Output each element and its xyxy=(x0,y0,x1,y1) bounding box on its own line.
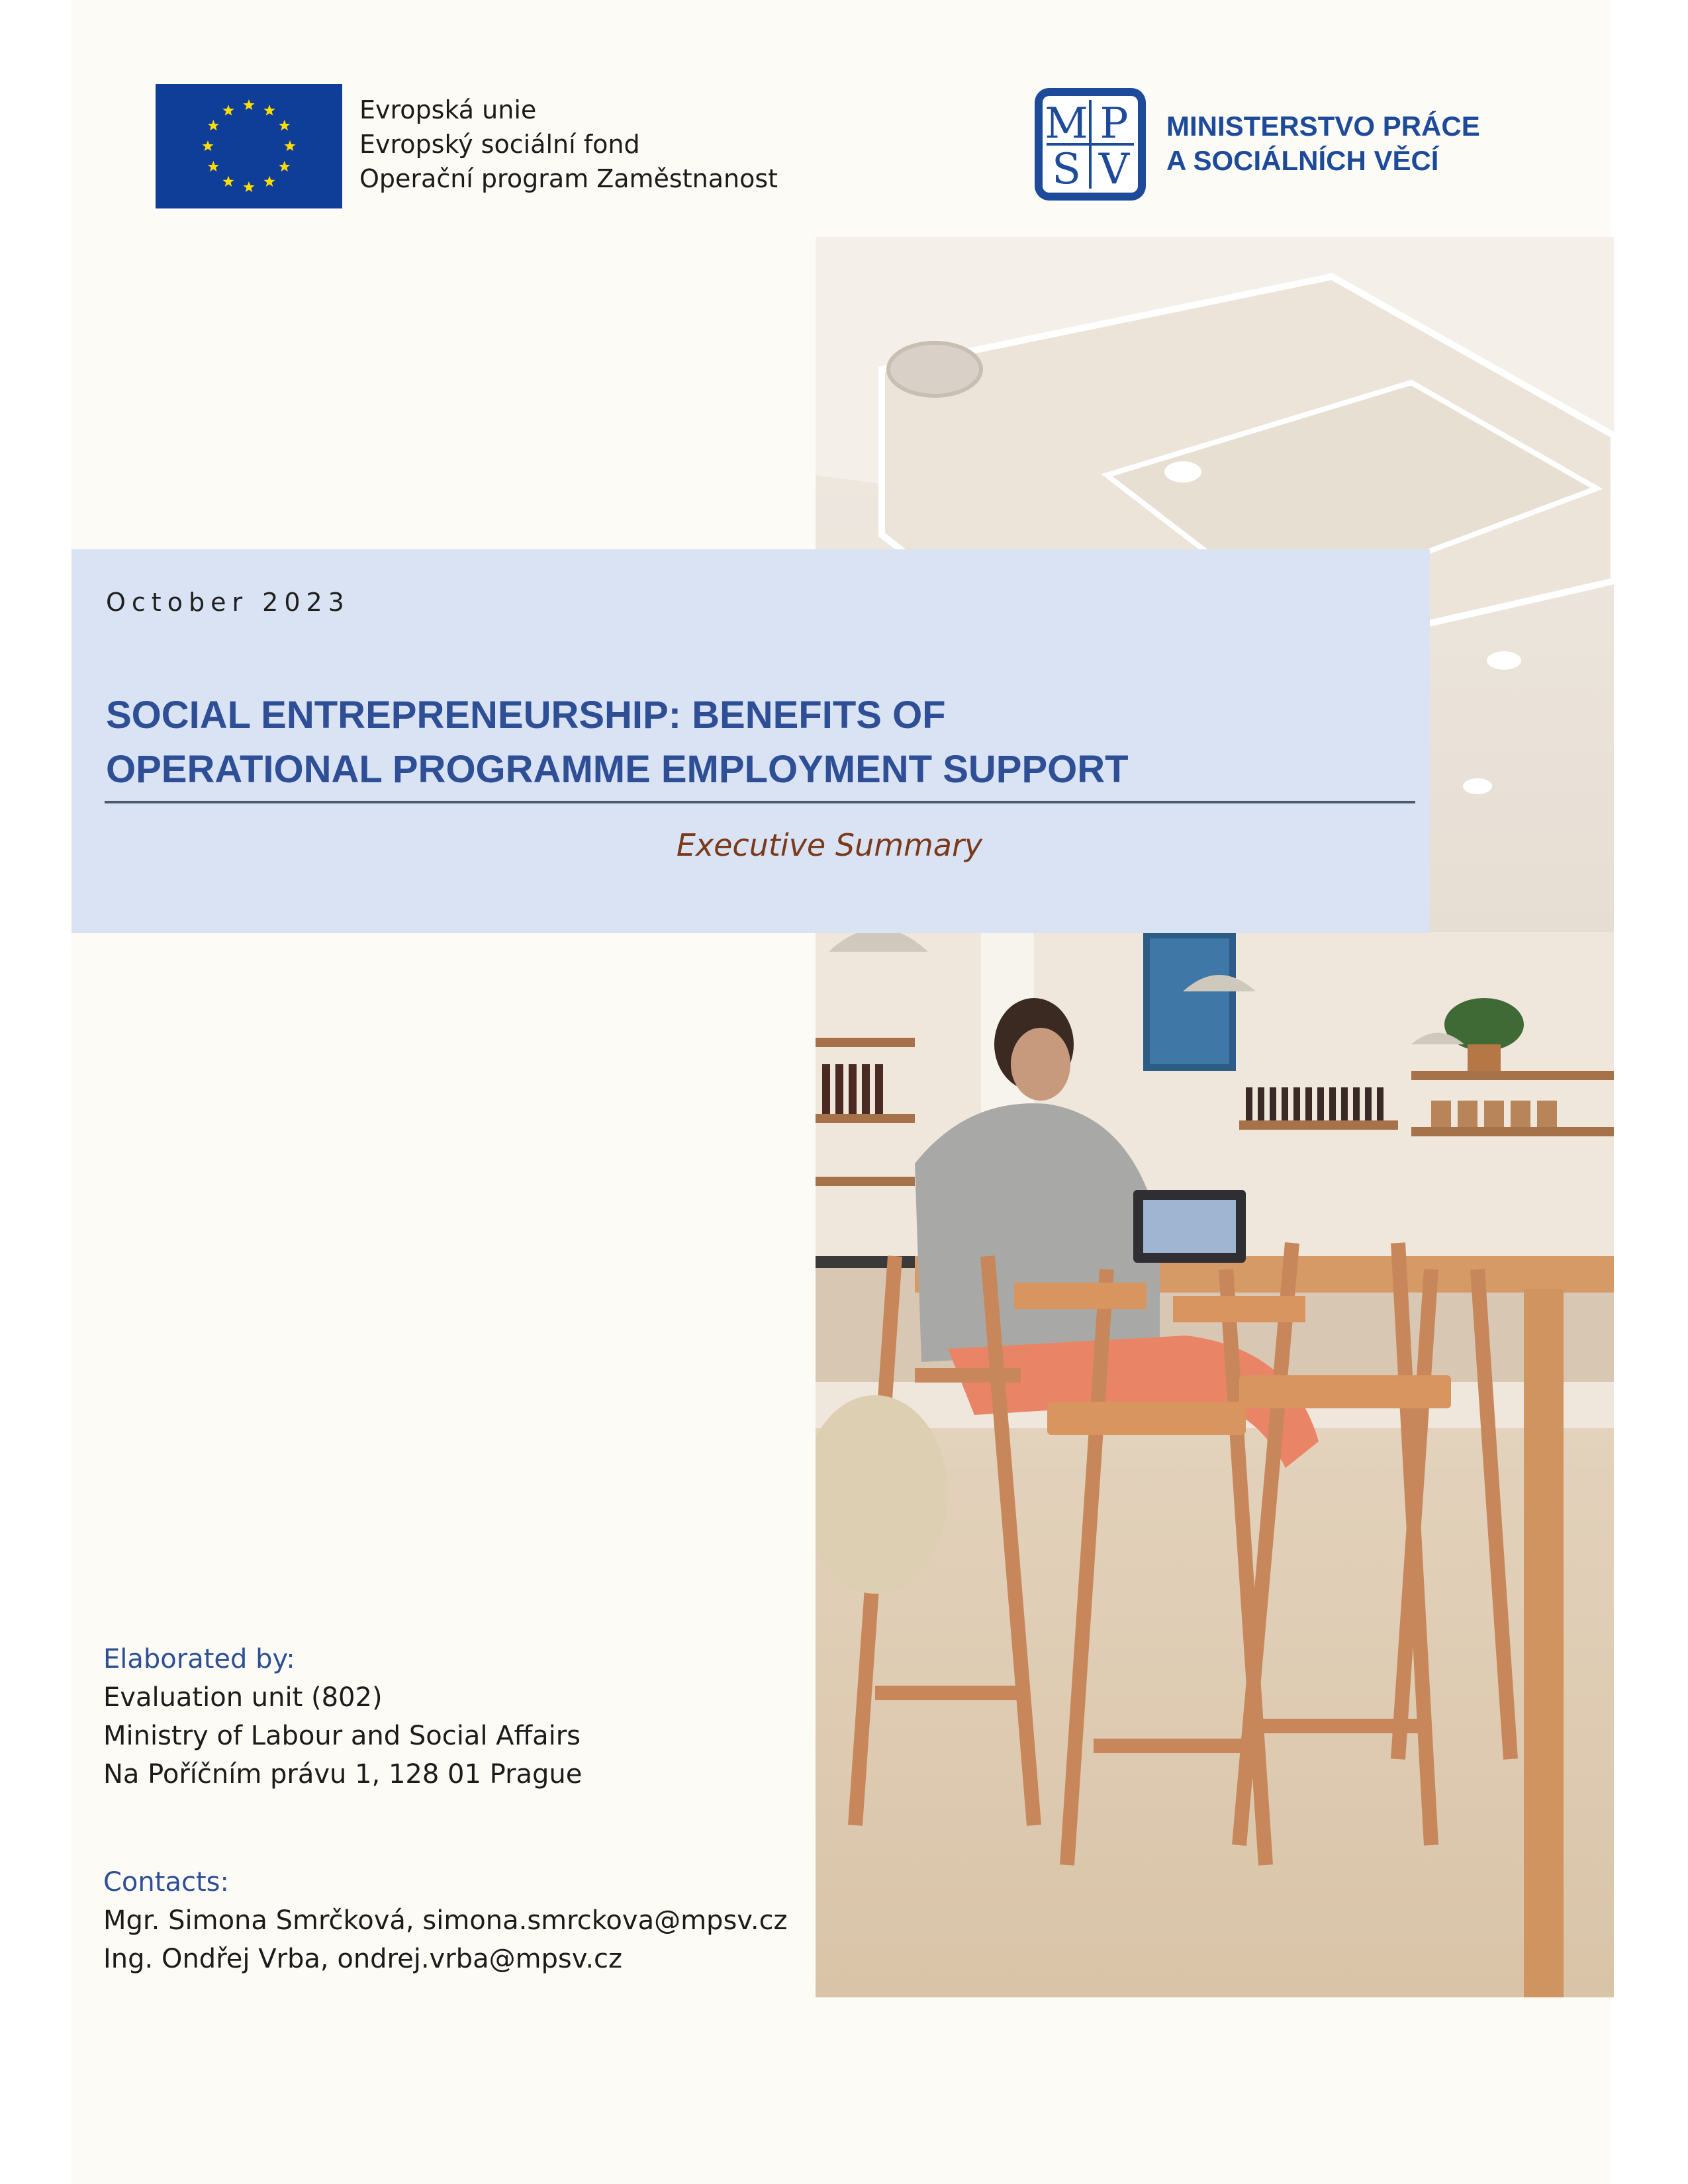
mpsv-letter: M xyxy=(1045,99,1088,148)
elaborated-by-line: Ministry of Labour and Social Affairs xyxy=(103,1721,581,1751)
mpsv-logo-icon xyxy=(1035,88,1146,201)
contacts-heading: Contacts: xyxy=(103,1867,229,1897)
publication-date: October 2023 xyxy=(106,588,350,617)
contacts-block xyxy=(103,1863,788,1978)
title-panel xyxy=(71,549,1430,933)
contact-line: Ing. Ondřej Vrba, ondrej.vrba@mpsv.cz xyxy=(103,1944,623,1974)
mpsv-letter: P xyxy=(1100,99,1129,148)
eu-logo-text xyxy=(359,93,778,196)
mpsv-name xyxy=(1166,109,1480,178)
mpsv-name-line: MINISTERSTVO PRÁCE xyxy=(1166,111,1480,142)
elaborated-by-line: Evaluation unit (802) xyxy=(103,1682,383,1713)
document-subtitle: Executive Summary xyxy=(676,827,983,863)
document-title-line: SOCIAL ENTREPRENEURSHIP: BENEFITS OF xyxy=(106,694,946,737)
title-divider xyxy=(105,801,1415,803)
mpsv-name-line: A SOCIÁLNÍCH VĚCÍ xyxy=(1166,145,1439,176)
elaborated-by-line: Na Poříčním právu 1, 128 01 Prague xyxy=(103,1759,583,1790)
elaborated-by-heading: Elaborated by: xyxy=(103,1644,295,1674)
eu-flag-icon xyxy=(156,84,342,208)
elaborated-by-block xyxy=(103,1640,582,1794)
document-title-line: OPERATIONAL PROGRAMME EMPLOYMENT SUPPORT xyxy=(106,748,1129,791)
eu-logo-line: Evropský sociální fond xyxy=(359,130,640,159)
cafe-photo xyxy=(816,237,1614,1997)
eu-logo-line: Evropská unie xyxy=(359,95,537,124)
mpsv-letter: V xyxy=(1098,145,1130,194)
mpsv-letter: S xyxy=(1052,145,1081,194)
contact-line: Mgr. Simona Smrčková, simona.smrckova@mpsv.cz xyxy=(103,1905,788,1936)
eu-logo-line: Operační program Zaměstnanost xyxy=(359,164,778,193)
document-title xyxy=(106,688,1403,797)
